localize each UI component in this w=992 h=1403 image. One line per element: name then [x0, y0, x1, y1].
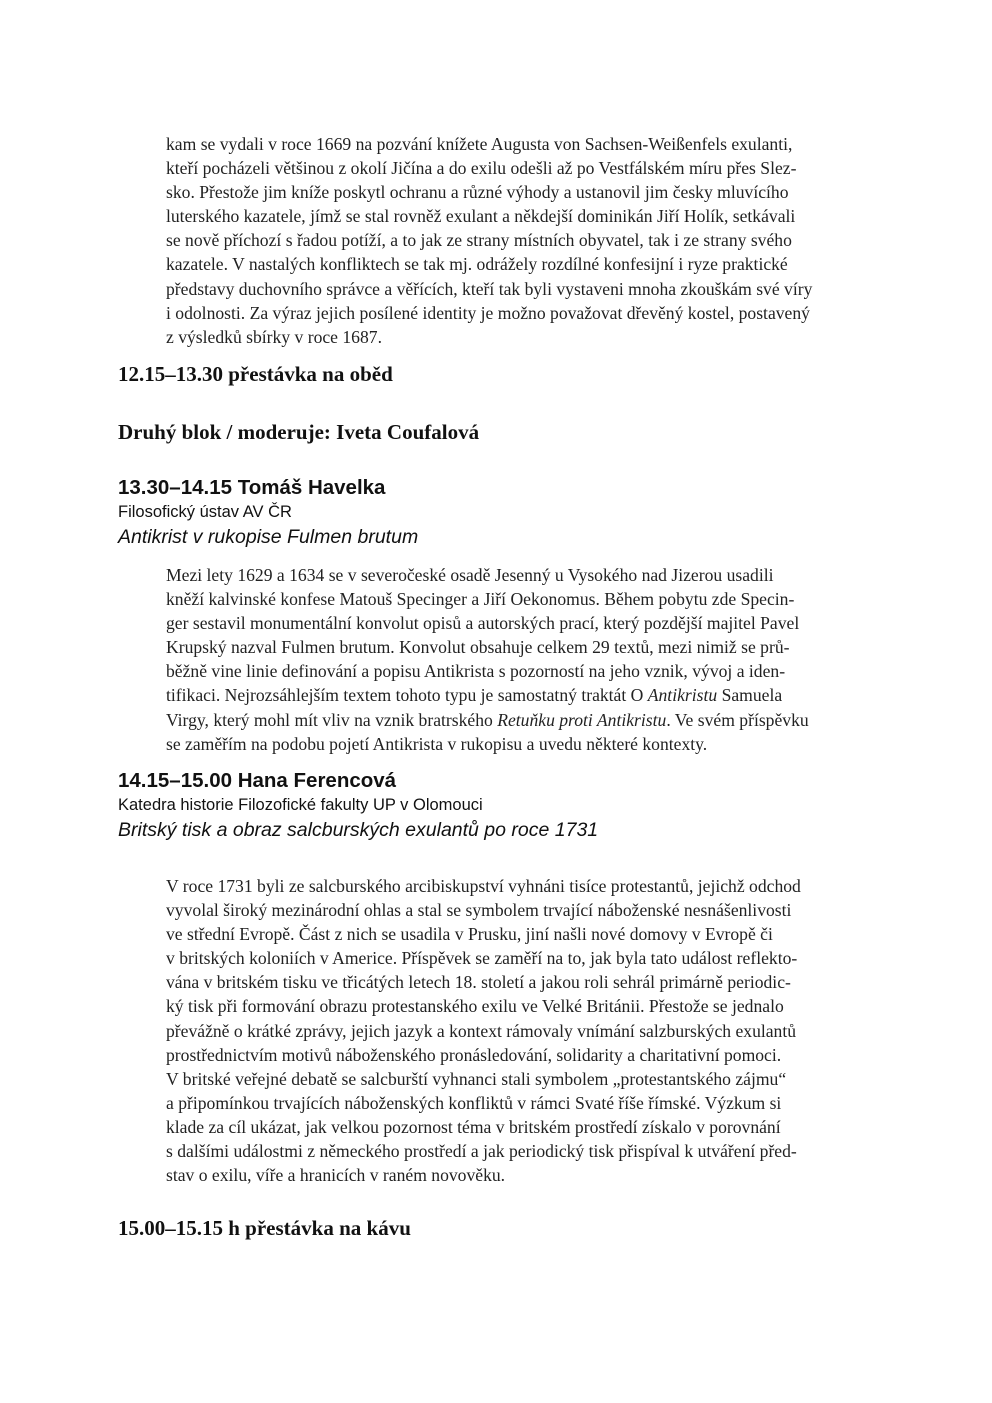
abstract-line: ger sestavil monumentální konvolut opisů a autorských prací, který pozdější majitel Pavel [166, 613, 800, 634]
abstract-line: V britské veřejné debatě se salcburští vyhnanci stali symbolem „protestantského zájmu“ [166, 1068, 787, 1089]
abstract-line: ký tisk při formování obrazu protestanského exilu ve Velké Británii. Přestože se jednalo [166, 996, 784, 1017]
book-title: Retuňku proti Antikristu [497, 709, 667, 730]
abstract-line: ve střední Evropě. Část z nich se usadila v Prusku, jiní našli nové domovy v Evropě či [166, 924, 773, 945]
abstract-line: i odolnosti. Za výraz jejich posílené identity je možno považovat dřevěný kostel, postavený [166, 302, 810, 323]
coffee-break-heading: 15.00–15.15 h přestávka na kávu [118, 1216, 411, 1240]
talk-abstract [166, 874, 878, 1187]
abstract-line: s dalšími událostmi z německého prostředí a jak periodický tisk přispíval k utváření před- [166, 1141, 797, 1162]
abstract-line: stav o exilu, víře a hranicích v raném novověku. [166, 1165, 506, 1186]
abstract-line: vána v britském tisku ve třicátých letech 18. století a jakou roli sehrál primárně periodic- [166, 972, 791, 993]
abstract-line: Krupský nazval Fulmen brutum. Konvolut obsahuje celkem 29 textů, mezi nimiž se prů- [166, 637, 790, 658]
talk-institution: Katedra historie Filozofické fakulty UP v Olomouci [118, 796, 483, 814]
lunch-break-heading: 12.15–13.30 přestávka na oběd [118, 362, 393, 386]
talk-institution: Filosofický ústav AV ČR [118, 503, 292, 521]
abstract-line: kazatele. V nastalých konfliktech se tak mj. odrážely rozdílné konfesijní i ryze praktické [166, 254, 788, 275]
abstract-line: kněží kalvinské konfese Matouš Specinger a Jiří Oekonomus. Během pobytu zde Specin- [166, 589, 795, 610]
book-title: Antikristu [647, 685, 718, 706]
abstract-line: představy duchovního správce a věřících, kteří tak byli vystaveni mnoha zkouškám své víry [166, 278, 813, 299]
abstract-line: V roce 1731 byli ze salcburského arcibiskupství vyhnáni tisíce protestantů, jejichž odchod [166, 876, 801, 896]
abstract-line: kteří pocházeli většinou z okolí Jičína a do exilu odešli až po Vestfálském míru přes Slez- [166, 158, 797, 179]
text-run: Samuela [717, 685, 783, 706]
talk-abstract [166, 563, 878, 756]
block-heading: Druhý blok / moderuje: Iveta Coufalová [118, 420, 480, 444]
text-run: . Ve svém příspěvku [666, 709, 809, 730]
talk-title: Antikrist v rukopise Fulmen brutum [118, 526, 419, 548]
abstract-line [166, 683, 878, 707]
abstract-line: se zaměřím na podobu pojetí Antikrista v rukopisu a uvedu některé kontexty. [166, 733, 708, 754]
text-run: Virgy, který mohl mít vliv na vznik bratrského [166, 709, 498, 730]
abstract-line: vyvolal široký mezinárodní ohlas a stal se symbolem trvající náboženské nesnášenlivosti [166, 900, 792, 921]
talk-header [118, 475, 418, 551]
abstract-line: luterského kazatele, jímž se stal rovněž exulant a někdejší dominikán Jiří Holík, setkávali [166, 206, 796, 227]
abstract-line: klade za cíl ukázat, jak velkou pozornost téma v britském prostředí získalo v porovnání [166, 1116, 781, 1137]
abstract-line: běžně vine linie definování a popisu Antikrista s pozorností na jeho vznik, vývoj a iden- [166, 661, 786, 682]
abstract-line: a připomínkou trvajících náboženských konfliktů v rámci Svaté říše římské. Výzkum si [166, 1092, 782, 1113]
talk-time-speaker: 14.15–15.00 Hana Ferencová [118, 769, 397, 792]
abstract-line [166, 708, 878, 732]
abstract-line: v britských koloniích v Americe. Příspěvek se zaměří na to, jak byla tato událost reflekto- [166, 948, 798, 969]
talk-title: Britský tisk a obraz salcburských exulantů po roce 1731 [118, 819, 599, 841]
abstract-line: převážně o krátké zprávy, jejich jazyk a kontext rámovaly vnímání salzburských exulantů [166, 1020, 797, 1041]
abstract-line: kam se vydali v roce 1669 na pozvání knížete Augusta von Sachsen-Weißenfels exulanti, [166, 134, 793, 154]
abstract-line: z výsledků sbírky v roce 1687. [166, 326, 382, 347]
abstract-line: sko. Přestože jim kníže poskytl ochranu a různé výhody a ustanovil jim česky mluvícího [166, 182, 789, 203]
text-run: tifikaci. Nejrozsáhlejším textem tohoto typu je samostatný traktát O [166, 685, 648, 706]
abstract-line: prostřednictvím motivů náboženského pronásledování, solidarity a charitativní pomoci. [166, 1044, 782, 1065]
talk-header [118, 768, 598, 844]
abstract-line: Mezi lety 1629 a 1634 se v severočeské osadě Jesenný u Vysokého nad Jizerou usadili [166, 565, 774, 585]
abstract-continuation [166, 132, 878, 349]
abstract-line: se nově příchozí s řadou potíží, a to jak ze strany místních obyvatel, tak i ze strany svého [166, 230, 792, 251]
talk-time-speaker: 13.30–14.15 Tomáš Havelka [118, 476, 386, 499]
